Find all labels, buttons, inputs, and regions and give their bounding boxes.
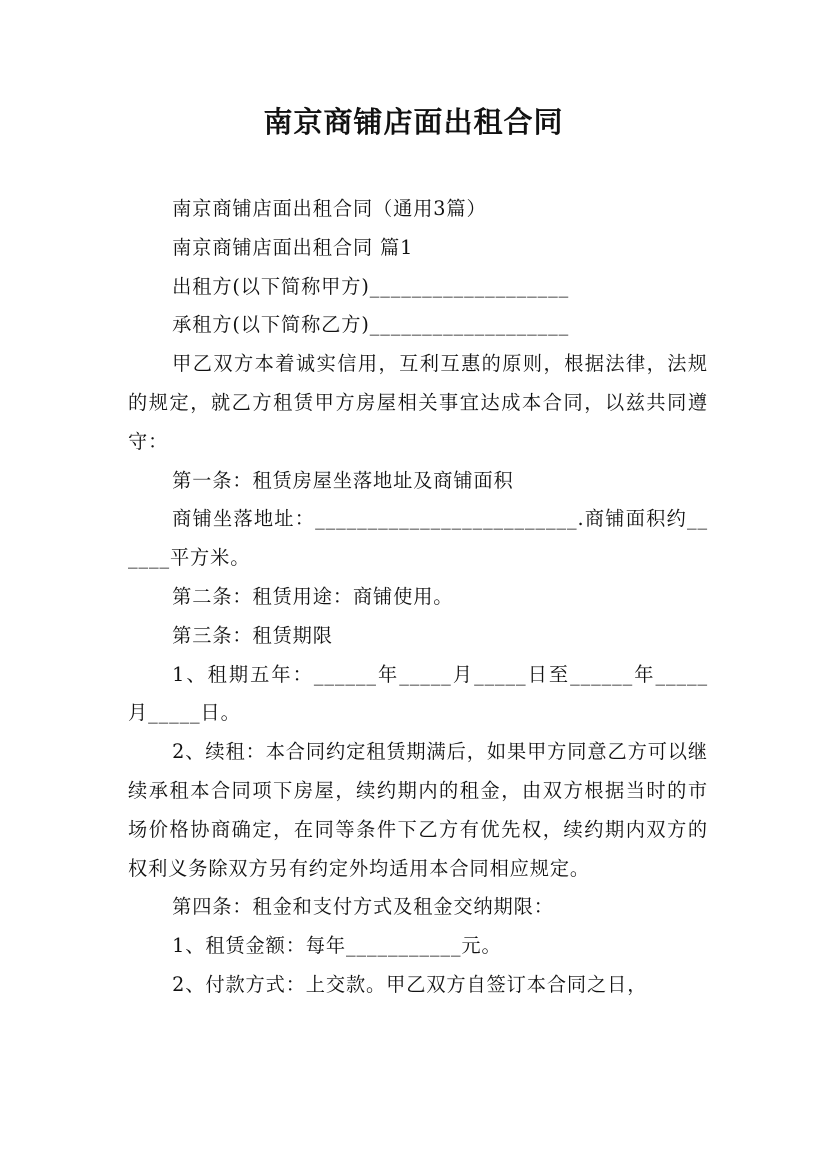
paragraph-payment-method: 2、付款方式：上交款。甲乙双方自签订本合同之日， (172, 972, 648, 996)
paragraph-subtitle: 南京商铺店面出租合同（通用3篇） (172, 197, 487, 220)
paragraph-rent-amount: 1、租赁金额：每年___________元。 (172, 934, 502, 958)
paragraph-address: 商铺坐落地址：_________________________.商铺面积约______平方米。 (128, 507, 708, 570)
paragraph-article-2: 第二条：租赁用途：商铺使用。 (172, 584, 454, 608)
paragraph-section-heading: 南京商铺店面出租合同 篇1 (172, 235, 414, 259)
paragraph-lessor: 出租方(以下简称甲方)___________________ (172, 274, 570, 298)
paragraph-lessee: 承租方(以下简称乙方)___________________ (172, 313, 570, 337)
paragraph-article-3: 第三条：租赁期限 (172, 623, 333, 647)
document-body (128, 190, 708, 1005)
paragraph-preamble: 甲乙双方本着诚实信用，互利互惠的原则，根据法律，法规的规定，就乙方租赁甲方房屋相关事宜达成本合同，以兹共同遵守： (128, 352, 708, 453)
paragraph-renewal: 2、续租：本合同约定租赁期满后，如果甲方同意乙方可以继续承租本合同项下房屋，续约期内的租金，由双方根据当时的市场价格协商确定，在同等条件下乙方有优先权，续约期内双方的权利义务除双方另有约定外均适用本合同相应规定。 (128, 740, 708, 880)
paragraph-article-1: 第一条：租赁房屋坐落地址及商铺面积 (172, 468, 514, 492)
paragraph-term: 1、租期五年：______年_____月_____日至______年_____月_____日。 (128, 662, 708, 725)
document-title: 南京商铺店面出租合同 (263, 105, 564, 139)
paragraph-article-4: 第四条：租金和支付方式及租金交纳期限： (172, 895, 554, 919)
